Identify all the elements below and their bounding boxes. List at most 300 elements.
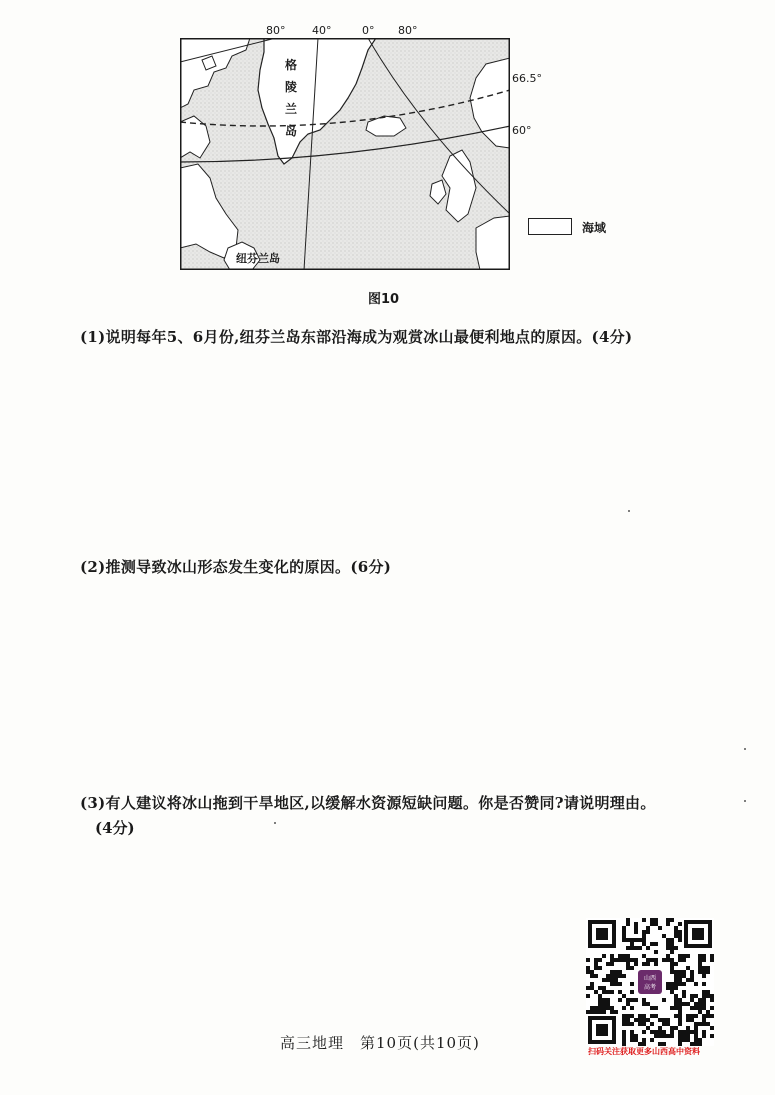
qr-module (690, 1018, 694, 1022)
qr-module (674, 970, 678, 974)
qr-module (630, 990, 634, 994)
qr-module (690, 998, 694, 1002)
qr-module (630, 998, 634, 1002)
qr-center-text: 山西 (643, 975, 657, 982)
qr-module (666, 942, 670, 946)
qr-module (674, 1026, 678, 1030)
qr-module (702, 1006, 706, 1010)
qr-module (642, 934, 646, 938)
qr-module (650, 1022, 654, 1026)
qr-code-graphic (586, 918, 714, 1046)
qr-module (622, 954, 626, 958)
qr-module (670, 938, 674, 942)
qr-module (698, 1022, 702, 1026)
qr-module (630, 982, 634, 986)
qr-module (658, 1030, 662, 1034)
qr-module (678, 974, 682, 978)
greenland-label-char: 岛 (285, 124, 298, 138)
qr-module (602, 954, 606, 958)
qr-module (674, 1002, 678, 1006)
qr-module (682, 958, 686, 962)
qr-module (654, 1014, 658, 1018)
qr-module (682, 994, 686, 998)
qr-module (678, 998, 682, 1002)
qr-module (642, 930, 646, 934)
qr-module (626, 1014, 630, 1018)
qr-module (622, 1014, 626, 1018)
qr-module (702, 954, 706, 958)
qr-module (666, 958, 670, 962)
qr-module (606, 962, 610, 966)
question-text: 有人建议将冰山拖到干旱地区,以缓解水资源短缺问题。你是否赞同?请说明理由。 (105, 794, 656, 812)
qr-module (670, 986, 674, 990)
qr-module (706, 970, 710, 974)
scan-speck (274, 822, 276, 824)
qr-module (690, 1006, 694, 1010)
qr-module (698, 958, 702, 962)
qr-module (694, 1034, 698, 1038)
qr-module (606, 978, 610, 982)
qr-module (702, 966, 706, 970)
qr-module (610, 958, 614, 962)
qr-module (642, 1038, 646, 1042)
qr-module (666, 938, 670, 942)
qr-module (594, 1010, 598, 1014)
qr-module (678, 922, 682, 926)
qr-module (610, 974, 614, 978)
qr-module (702, 1018, 706, 1022)
qr-module (590, 974, 594, 978)
qr-module (674, 930, 678, 934)
qr-module (670, 946, 674, 950)
qr-module (702, 1022, 706, 1026)
qr-module (622, 1022, 626, 1026)
longitude-label: 80° (266, 24, 286, 37)
qr-module (634, 962, 638, 966)
qr-code[interactable] (586, 918, 714, 1046)
qr-module (702, 958, 706, 962)
qr-module (670, 982, 674, 986)
qr-module (626, 958, 630, 962)
qr-module (654, 958, 658, 962)
question-number: (1) (80, 328, 106, 346)
qr-module (678, 982, 682, 986)
qr-module (706, 994, 710, 998)
qr-module (694, 982, 698, 986)
qr-module (586, 986, 590, 990)
qr-module (650, 922, 654, 926)
greenland-label-char: 陵 (285, 80, 298, 94)
qr-module (670, 962, 674, 966)
qr-module (622, 1030, 626, 1034)
qr-module (674, 1014, 678, 1018)
qr-module (634, 930, 638, 934)
qr-module (710, 1034, 714, 1038)
qr-module (634, 1018, 638, 1022)
qr-module (678, 1010, 682, 1014)
question-3-score: (4分) (95, 819, 135, 837)
qr-module (618, 958, 622, 962)
qr-module (690, 974, 694, 978)
qr-module (602, 986, 606, 990)
qr-module (686, 1034, 690, 1038)
qr-module (690, 1030, 694, 1034)
qr-module (674, 982, 678, 986)
qr-module (630, 946, 634, 950)
qr-module (654, 918, 658, 922)
qr-module (682, 1002, 686, 1006)
qr-module (662, 958, 666, 962)
qr-module (602, 990, 606, 994)
qr-module (686, 1030, 690, 1034)
qr-module (678, 938, 682, 942)
qr-module (666, 1018, 670, 1022)
qr-module (682, 1038, 686, 1042)
qr-module (650, 1030, 654, 1034)
figure-caption: 图10 (368, 292, 400, 307)
qr-module (678, 978, 682, 982)
qr-module (594, 958, 598, 962)
qr-module (654, 962, 658, 966)
qr-module (598, 986, 602, 990)
qr-module (630, 958, 634, 962)
qr-module (638, 1018, 642, 1022)
qr-module (662, 1018, 666, 1022)
qr-module (666, 1022, 670, 1026)
qr-module (646, 946, 650, 950)
qr-module (598, 1002, 602, 1006)
qr-module (678, 1014, 682, 1018)
longitude-label: 0° (362, 24, 375, 37)
qr-module (594, 1006, 598, 1010)
qr-module (646, 1002, 650, 1006)
qr-module (678, 1038, 682, 1042)
qr-module (702, 970, 706, 974)
map-figure (180, 38, 510, 270)
qr-module (594, 990, 598, 994)
qr-module (642, 1018, 646, 1022)
qr-module (682, 974, 686, 978)
qr-module (650, 918, 654, 922)
qr-module (610, 954, 614, 958)
qr-module (642, 1002, 646, 1006)
qr-module (670, 966, 674, 970)
qr-module (698, 966, 702, 970)
qr-module (670, 942, 674, 946)
qr-module (658, 1026, 662, 1030)
qr-module (642, 1030, 646, 1034)
qr-module (610, 962, 614, 966)
qr-module (650, 958, 654, 962)
qr-module (618, 974, 622, 978)
qr-module (678, 930, 682, 934)
qr-module (630, 966, 634, 970)
qr-module (598, 966, 602, 970)
question-1 (80, 326, 632, 347)
question-number: (2) (80, 558, 106, 576)
qr-module (598, 1010, 602, 1014)
qr-module (642, 954, 646, 958)
qr-module (670, 1026, 674, 1030)
qr-module (686, 966, 690, 970)
qr-module (610, 990, 614, 994)
qr-module (586, 970, 590, 974)
qr-module (634, 1038, 638, 1042)
qr-module (710, 994, 714, 998)
qr-module (626, 1002, 630, 1006)
qr-module (698, 970, 702, 974)
qr-module (654, 942, 658, 946)
qr-module (594, 966, 598, 970)
qr-module (586, 994, 590, 998)
qr-module (710, 958, 714, 962)
greenland-label-char: 格 (285, 58, 298, 72)
qr-module (610, 1006, 614, 1010)
qr-module (666, 1034, 670, 1038)
qr-module (642, 1022, 646, 1026)
qr-module (702, 982, 706, 986)
qr-module (602, 1006, 606, 1010)
qr-module (622, 974, 626, 978)
qr-module (602, 998, 606, 1002)
qr-module (674, 926, 678, 930)
qr-module (678, 934, 682, 938)
qr-module (642, 998, 646, 1002)
qr-module (678, 954, 682, 958)
qr-module (662, 998, 666, 1002)
qr-module (706, 1022, 710, 1026)
qr-module (710, 998, 714, 1002)
qr-module (642, 942, 646, 946)
qr-module (702, 1030, 706, 1034)
qr-module (586, 958, 590, 962)
qr-module (658, 1034, 662, 1038)
question-text: 说明每年5、6月份,纽芬兰岛东部沿海成为观赏冰山最便利地点的原因。(4分) (105, 328, 633, 346)
qr-module (630, 938, 634, 942)
qr-module (590, 970, 594, 974)
qr-module (670, 918, 674, 922)
legend-label: 海域 (582, 221, 607, 235)
qr-module (654, 922, 658, 926)
qr-module (698, 1006, 702, 1010)
qr-module (658, 926, 662, 930)
latitude-label-arctic: 66.5° (512, 72, 542, 85)
qr-module (634, 926, 638, 930)
latitude-label-60: 60° (512, 124, 532, 137)
qr-module (682, 982, 686, 986)
qr-module (694, 994, 698, 998)
qr-module (706, 966, 710, 970)
qr-module (706, 990, 710, 994)
qr-module (590, 982, 594, 986)
qr-module (694, 1030, 698, 1034)
qr-module (626, 1018, 630, 1022)
qr-module (602, 1010, 606, 1014)
qr-module (630, 1006, 634, 1010)
qr-module (678, 1018, 682, 1022)
qr-module (610, 978, 614, 982)
qr-module (666, 946, 670, 950)
qr-module (602, 1002, 606, 1006)
question-number: (3) (80, 794, 106, 812)
qr-module (710, 1014, 714, 1018)
qr-module (698, 962, 702, 966)
page-footer: 高三地理 第10页(共10页) (280, 1034, 480, 1052)
qr-module (666, 982, 670, 986)
qr-module (622, 1038, 626, 1042)
qr-module (686, 1038, 690, 1042)
qr-module (694, 1002, 698, 1006)
qr-module (670, 990, 674, 994)
qr-module (646, 962, 650, 966)
qr-module (698, 1002, 702, 1006)
qr-module (674, 934, 678, 938)
qr-module (682, 954, 686, 958)
qr-module (606, 1002, 610, 1006)
qr-module (618, 990, 622, 994)
qr-module (678, 1022, 682, 1026)
qr-module (686, 978, 690, 982)
qr-module (618, 998, 622, 1002)
qr-module (630, 1034, 634, 1038)
qr-module (622, 994, 626, 998)
qr-module (650, 1038, 654, 1042)
qr-module (682, 990, 686, 994)
qr-module (598, 958, 602, 962)
qr-module (706, 1010, 710, 1014)
qr-module (702, 1014, 706, 1018)
qr-module (614, 958, 618, 962)
qr-module (658, 1018, 662, 1022)
qr-module (698, 998, 702, 1002)
qr-module (622, 1034, 626, 1038)
qr-module (686, 1018, 690, 1022)
qr-module (682, 1030, 686, 1034)
qr-module (674, 978, 678, 982)
qr-module (654, 1034, 658, 1038)
qr-module (690, 1014, 694, 1018)
qr-module (642, 1014, 646, 1018)
qr-module (678, 1006, 682, 1010)
qr-module (634, 922, 638, 926)
qr-module (686, 1002, 690, 1006)
qr-module (626, 998, 630, 1002)
qr-module (678, 958, 682, 962)
qr-module (618, 970, 622, 974)
qr-module (634, 998, 638, 1002)
longitude-label: 80° (398, 24, 418, 37)
qr-module (670, 1006, 674, 1010)
qr-module (698, 1038, 702, 1042)
qr-module (626, 966, 630, 970)
qr-module (622, 958, 626, 962)
qr-module (654, 1006, 658, 1010)
qr-module (622, 1018, 626, 1022)
qr-module (710, 1006, 714, 1010)
qr-module (682, 970, 686, 974)
qr-module (634, 1034, 638, 1038)
qr-center-text: 高考 (643, 984, 657, 991)
qr-module (590, 1006, 594, 1010)
question-text: 推测导致冰山形态发生变化的原因。(6分) (105, 558, 392, 576)
qr-module (666, 922, 670, 926)
qr-module (662, 1022, 666, 1026)
qr-module (682, 1034, 686, 1038)
qr-module (630, 942, 634, 946)
qr-module (654, 950, 658, 954)
qr-module (618, 954, 622, 958)
qr-module (698, 954, 702, 958)
scan-speck (744, 748, 746, 750)
qr-module (710, 954, 714, 958)
qr-module (694, 1026, 698, 1030)
qr-module (638, 1014, 642, 1018)
qr-module (694, 1038, 698, 1042)
qr-module (670, 970, 674, 974)
qr-module (646, 1018, 650, 1022)
qr-module (662, 1030, 666, 1034)
qr-module (594, 974, 598, 978)
qr-module (610, 982, 614, 986)
qr-module (622, 930, 626, 934)
qr-module (662, 1034, 666, 1038)
qr-module (686, 1014, 690, 1018)
qr-module (642, 918, 646, 922)
qr-module (626, 918, 630, 922)
qr-module (686, 1026, 690, 1030)
qr-module (694, 1022, 698, 1026)
newfoundland-label: 纽芬兰岛 (236, 252, 280, 265)
qr-module (614, 978, 618, 982)
qr-module (670, 1034, 674, 1038)
qr-module (690, 970, 694, 974)
qr-module (638, 946, 642, 950)
qr-module (670, 1030, 674, 1034)
qr-module (710, 1026, 714, 1030)
legend-sea-swatch (528, 218, 572, 235)
qr-module (702, 1002, 706, 1006)
map-svg (180, 38, 510, 270)
qr-module (646, 958, 650, 962)
qr-module (622, 934, 626, 938)
qr-module (642, 962, 646, 966)
qr-module (610, 970, 614, 974)
qr-module (650, 1014, 654, 1018)
longitude-label: 40° (312, 24, 332, 37)
qr-module (586, 966, 590, 970)
qr-module (618, 982, 622, 986)
qr-module (586, 1010, 590, 1014)
qr-module (622, 926, 626, 930)
qr-module (678, 970, 682, 974)
qr-module (706, 1014, 710, 1018)
qr-module (638, 1022, 642, 1026)
qr-module (650, 942, 654, 946)
qr-module (614, 970, 618, 974)
qr-module (610, 1010, 614, 1014)
scan-speck (744, 800, 746, 802)
qr-module (666, 986, 670, 990)
qr-module (702, 1034, 706, 1038)
qr-module (614, 1010, 618, 1014)
qr-module (702, 994, 706, 998)
qr-module (702, 990, 706, 994)
qr-module (646, 926, 650, 930)
qr-module (674, 974, 678, 978)
qr-module (694, 1006, 698, 1010)
qr-module (626, 1022, 630, 1026)
qr-module (642, 938, 646, 942)
